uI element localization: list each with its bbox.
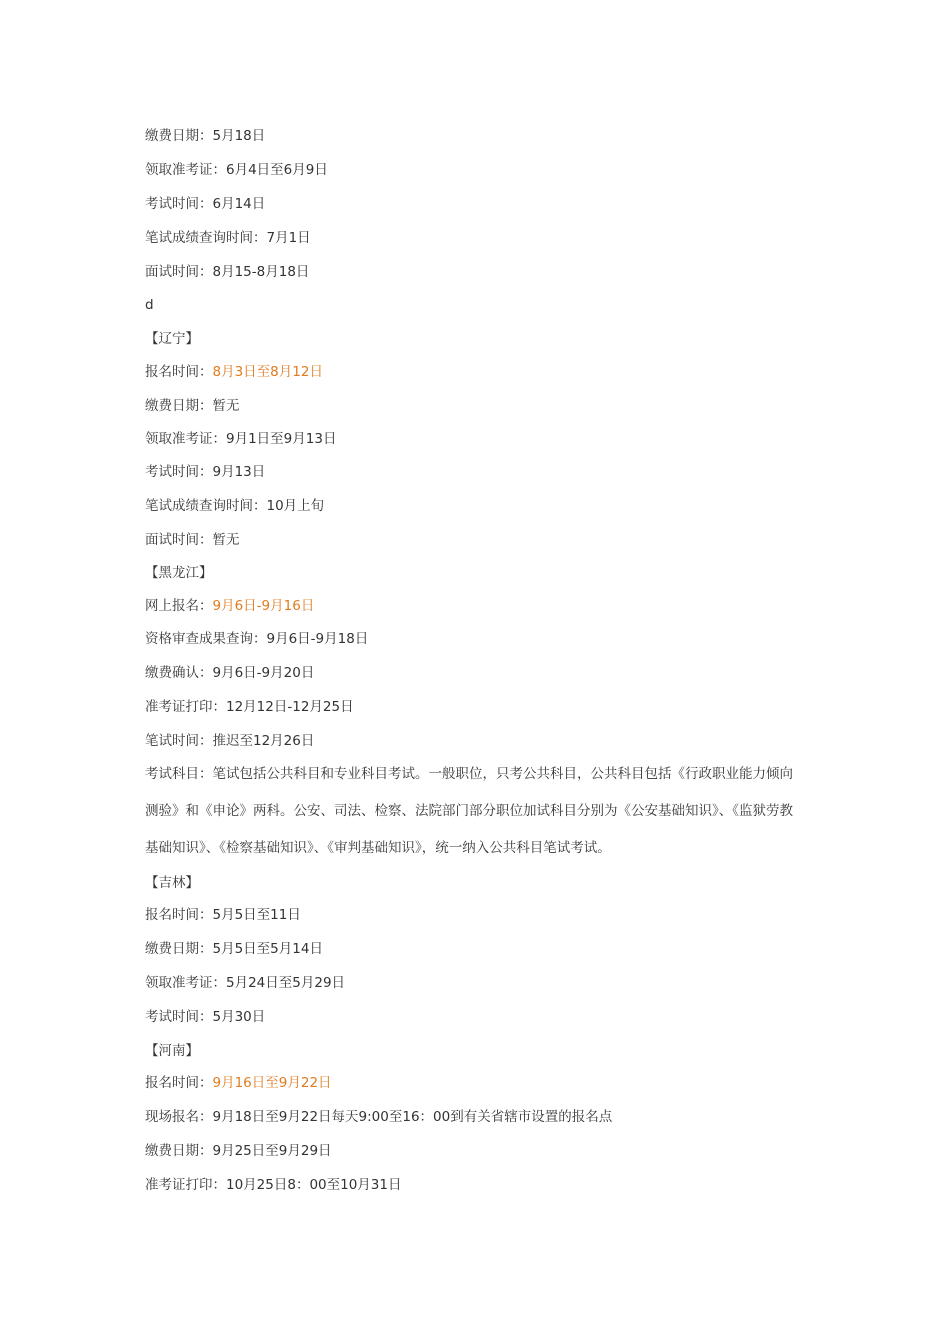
line-value: 9月18日至9月22日每天9:00至16：00到有关省辖市设置的报名点 [212, 1109, 613, 1125]
text-line [145, 1175, 805, 1195]
line-label: 准考证打印： [145, 1177, 226, 1193]
line-value: 7月1日 [266, 230, 311, 246]
text-line [145, 126, 805, 146]
text-line [145, 429, 805, 449]
text-line [145, 194, 805, 214]
text-line [145, 1007, 805, 1027]
line-label: 缴费日期： [145, 1143, 213, 1159]
text-line [145, 396, 805, 416]
line-value: 6月4日至6月9日 [226, 162, 328, 178]
line-value: 10月上旬 [266, 498, 325, 514]
highlighted-value: 9月6日-9月16日 [212, 598, 315, 614]
line-value: 9月25日至9月29日 [212, 1143, 332, 1159]
section-heading-label: 【辽宁】 [145, 331, 199, 347]
line-value: 8月15-8月18日 [212, 264, 310, 280]
line-label: 资格审查成果查询： [145, 631, 267, 647]
line-label: 报名时间： [145, 1075, 213, 1091]
line-label: 领取准考证： [145, 431, 226, 447]
line-label: 准考证打印： [145, 699, 226, 715]
line-value: 5月24日至5月29日 [226, 975, 346, 991]
text-line [145, 697, 805, 717]
line-label: 领取准考证： [145, 975, 226, 991]
text-line [145, 228, 805, 248]
line-value: 5月18日 [212, 128, 266, 144]
line-value: 9月13日 [212, 464, 266, 480]
text-line [145, 1107, 805, 1127]
text-line [145, 362, 805, 382]
text-line [145, 262, 805, 282]
line-value: 9月6日-9月18日 [266, 631, 369, 647]
line-label: 网上报名： [145, 598, 213, 614]
line-label: 缴费日期： [145, 128, 213, 144]
line-label: 缴费日期： [145, 941, 213, 957]
line-label: 笔试时间： [145, 733, 213, 749]
line-label: 考试时间： [145, 1009, 213, 1025]
section-heading-label: 【河南】 [145, 1043, 199, 1059]
text-line [145, 629, 805, 649]
text-line [145, 530, 805, 550]
text-line [145, 1141, 805, 1161]
line-label: 缴费确认： [145, 665, 213, 681]
line-label: 现场报名： [145, 1109, 213, 1125]
line-value: 5月5日至5月14日 [212, 941, 323, 957]
section-heading-henan [145, 1041, 805, 1061]
line-value: 暂无 [212, 532, 240, 548]
text-line [145, 973, 805, 993]
text-line [145, 905, 805, 925]
text-line [145, 295, 805, 315]
line-label: 面试时间： [145, 532, 213, 548]
section-heading-liaoning [145, 329, 805, 349]
line-value: 9月6日-9月20日 [212, 665, 315, 681]
line-value: 暂无 [212, 398, 240, 414]
text-line [145, 1073, 805, 1093]
line-value: 6月14日 [212, 196, 266, 212]
text-line [145, 939, 805, 959]
text-line [145, 731, 805, 751]
line-label: 面试时间： [145, 264, 213, 280]
text-line [145, 160, 805, 180]
highlighted-value: 9月16日至9月22日 [212, 1075, 332, 1091]
text-line [145, 496, 805, 516]
line-label: 领取准考证： [145, 162, 226, 178]
section-heading-label: 【黑龙江】 [145, 565, 213, 581]
line-value: 9月1日至9月13日 [226, 431, 337, 447]
line-value: 推迟至12月26日 [212, 733, 315, 749]
line-label: 考试时间： [145, 196, 213, 212]
line-label: 笔试成绩查询时间： [145, 498, 267, 514]
line-value: 5月5日至11日 [212, 907, 301, 923]
line-label: 报名时间： [145, 364, 213, 380]
text-line [145, 596, 805, 616]
text-line [145, 462, 805, 482]
line-value: 10月25日8：00至10月31日 [226, 1177, 402, 1193]
line-value: 12月12日-12月25日 [226, 699, 354, 715]
line-value: 5月30日 [212, 1009, 266, 1025]
section-heading-jilin [145, 873, 805, 893]
section-heading-label: 【吉林】 [145, 875, 199, 891]
section-heading-heilongjiang [145, 563, 805, 583]
line-label: 考试时间： [145, 464, 213, 480]
line-label: 缴费日期： [145, 398, 213, 414]
text-line [145, 663, 805, 683]
line-label: 报名时间： [145, 907, 213, 923]
exam-subjects-paragraph: 考试科目：笔试包括公共科目和专业科目考试。一般职位，只考公共科目，公共科目包括《行政职业能力倾向测验》和《申论》两科。公安、司法、检察、法院部门部分职位加试科目分别为《公安基础知识》、《监狱劳教基础知识》、《检察基础知识》、《审判基础知识》，统一纳入公共科目笔试考试。 [145, 766, 793, 856]
line-label: d [145, 297, 154, 313]
line-label: 笔试成绩查询时间： [145, 230, 267, 246]
highlighted-value: 8月3日至8月12日 [212, 364, 323, 380]
